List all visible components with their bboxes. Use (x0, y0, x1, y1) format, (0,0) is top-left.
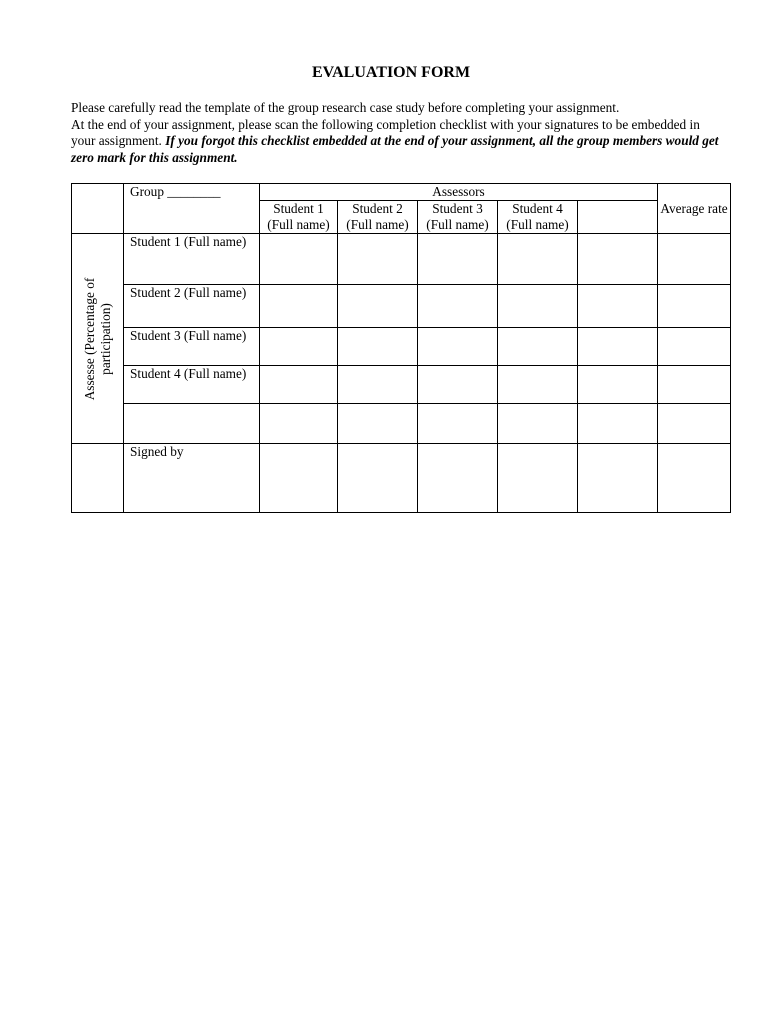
average-cell[interactable] (658, 366, 731, 404)
rating-cell[interactable] (260, 285, 338, 328)
assessee-row (72, 234, 731, 285)
form-title: EVALUATION FORM (311, 64, 471, 81)
rating-cell[interactable] (418, 366, 498, 404)
corner-cell (72, 184, 124, 234)
rating-cell[interactable] (498, 404, 578, 444)
group-label: Group ________ (124, 184, 260, 234)
assessor-col-4-name: Student 4 (512, 201, 563, 216)
rating-cell[interactable] (338, 234, 418, 285)
signature-cell[interactable] (338, 444, 418, 513)
signed-by-label: Signed by (124, 444, 260, 513)
rating-cell[interactable] (418, 285, 498, 328)
rating-cell[interactable] (338, 366, 418, 404)
assessee-label-cell (72, 234, 124, 444)
assessee-label: Assesse (Percentage of participation) (81, 277, 113, 400)
assessee-row (72, 285, 731, 328)
average-cell[interactable] (658, 234, 731, 285)
assessors-header: Assessors (260, 184, 658, 201)
average-cell[interactable] (658, 285, 731, 328)
rating-cell[interactable] (498, 234, 578, 285)
signature-corner-cell (72, 444, 124, 513)
assessor-col-1-name: Student 1 (273, 201, 324, 216)
rating-cell[interactable] (338, 328, 418, 366)
assessor-col-3-sub: (Full name) (426, 217, 489, 232)
rating-cell[interactable] (338, 404, 418, 444)
average-cell[interactable] (658, 328, 731, 366)
signature-cell[interactable] (418, 444, 498, 513)
rating-cell[interactable] (260, 328, 338, 366)
instruction-warning: If you forgot this checklist embedded at the end of your assignment, all the group members would get zero mark for this assignment. (71, 133, 719, 165)
rating-cell[interactable] (260, 366, 338, 404)
assessee-name (124, 404, 260, 444)
assessor-col-3-name: Student 3 (432, 201, 483, 216)
signature-cell[interactable] (498, 444, 578, 513)
rating-cell[interactable] (578, 328, 658, 366)
average-cell[interactable] (658, 404, 731, 444)
assessor-col-5 (578, 201, 658, 234)
rating-cell[interactable] (418, 328, 498, 366)
rating-cell[interactable] (418, 234, 498, 285)
rating-cell[interactable] (498, 366, 578, 404)
assessor-col-4-sub: (Full name) (506, 217, 569, 232)
evaluation-table (71, 183, 731, 513)
assessor-col-3 (418, 201, 498, 234)
assessor-col-1-sub: (Full name) (267, 217, 330, 232)
rating-cell[interactable] (498, 285, 578, 328)
assessee-row (72, 366, 731, 404)
header-row-1 (72, 184, 731, 201)
assessee-row (72, 328, 731, 366)
rating-cell[interactable] (498, 328, 578, 366)
assessor-col-2-sub: (Full name) (346, 217, 409, 232)
rating-cell[interactable] (338, 285, 418, 328)
rating-cell[interactable] (578, 285, 658, 328)
instruction-line-1: Please carefully read the template of the group research case study before completing your assignment. (71, 100, 620, 115)
rating-cell[interactable] (578, 404, 658, 444)
signature-cell[interactable] (578, 444, 658, 513)
rating-cell[interactable] (578, 234, 658, 285)
rating-cell[interactable] (578, 366, 658, 404)
signature-cell[interactable] (260, 444, 338, 513)
rating-cell[interactable] (260, 234, 338, 285)
signature-row (72, 444, 731, 513)
assessee-name: Student 1 (Full name) (124, 234, 260, 285)
average-rate-header: Average rate (658, 184, 731, 234)
assessor-col-2 (338, 201, 418, 234)
assessor-col-4 (498, 201, 578, 234)
instruction-line-2: At the end of your assignment, please scan the following completion checklist with your signatures to be embedded in your assignment. (71, 116, 700, 149)
rating-cell[interactable] (260, 404, 338, 444)
assessee-name: Student 3 (Full name) (124, 328, 260, 366)
instructions (71, 100, 721, 166)
signature-cell[interactable] (658, 444, 731, 513)
assessee-name: Student 2 (Full name) (124, 285, 260, 328)
rating-cell[interactable] (418, 404, 498, 444)
assessor-col-1 (260, 201, 338, 234)
assessor-col-2-name: Student 2 (352, 201, 403, 216)
assessee-name: Student 4 (Full name) (124, 366, 260, 404)
assessee-row (72, 404, 731, 444)
